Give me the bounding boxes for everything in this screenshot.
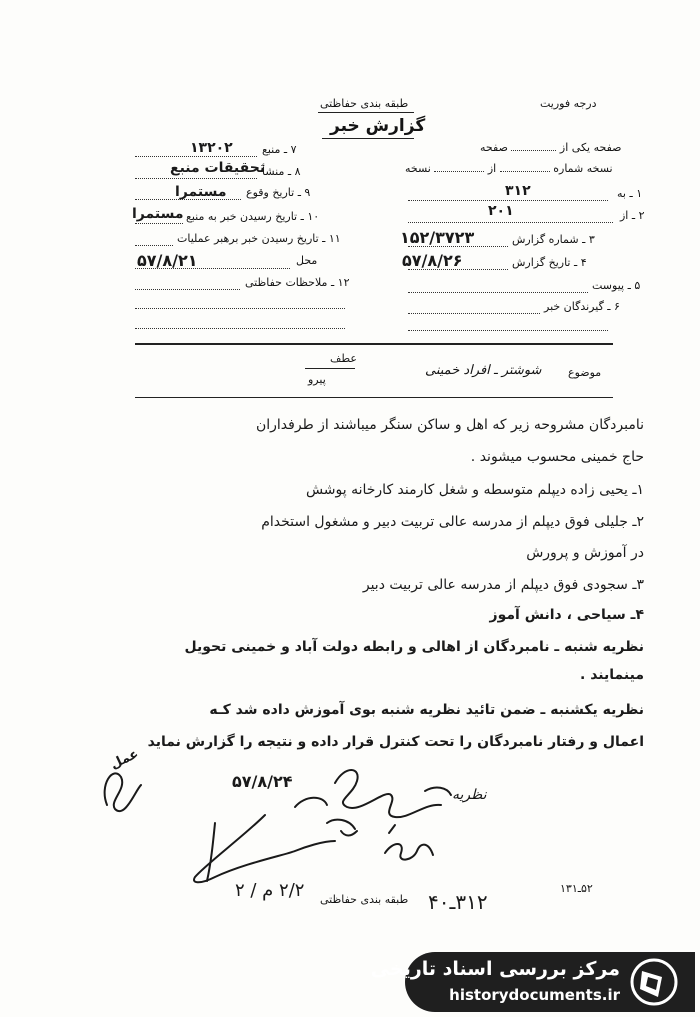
receipt-ops-label: ۱۱ ـ تاریخ رسیدن خبر برهبر عملیات	[177, 232, 341, 245]
place-value: ۵۷/۸/۲۱	[137, 251, 198, 270]
body-line-4: ۲ـ جلیلی فوق دیپلم از مدرسه عالی تربیت دبیر و مشغول استخدام	[261, 514, 644, 530]
body-line-11: اعمال و رفتار نامبردگان را تحت کنترل قرار داده و نتیجه را گزارش نماید	[147, 734, 644, 750]
body-line-3: ۱ـ یحیی زاده دیپلم متوسطه و شغل کارمند کارخانه پوشش	[305, 482, 644, 498]
footer-classification: طبقه بندی حفاظتی	[320, 893, 409, 906]
copy-field: نسخه شماره از نسخه	[405, 162, 613, 175]
opinion-label: نظریه	[452, 787, 487, 803]
report-date-label: ۴ ـ تاریخ گزارش	[512, 256, 587, 269]
report-date-value: ۵۷/۸/۲۶	[402, 251, 463, 270]
subject-label: موضوع	[568, 366, 602, 379]
recipients-label: ۶ ـ گیرندگان خبر	[544, 300, 620, 313]
bottom-left-number: ۵۲ـ۱۳۱	[560, 882, 593, 895]
title-underline	[322, 138, 414, 139]
from-label: ۲ ـ از	[620, 209, 645, 222]
body-line-8: نظریه شنبه ـ نامبردگان از اهالی و رابطه دولت آباد و خمینی تحویل	[184, 639, 644, 655]
place-label: محل	[296, 254, 318, 267]
notes-label: ۱۲ ـ ملاحظات حفاظتی	[245, 276, 350, 289]
source-value: ۱۳۲۰۲	[190, 140, 233, 156]
form-title: گزارش خبر	[330, 116, 426, 136]
from-value: ۲۰۱	[488, 203, 514, 219]
receipt-source-value: مستمرا	[132, 206, 184, 222]
watermark-url: historydocuments.ir	[449, 986, 620, 1004]
report-no-value: ۱۵۲/۳۷۲۳	[400, 228, 475, 247]
peyro-label: پیرو	[308, 373, 326, 386]
classification-underline	[318, 112, 414, 113]
subject-value: شوشتر ـ افراد خمینی	[425, 363, 542, 378]
subject-divider	[135, 397, 613, 398]
attachment-label: ۵ ـ پیوست	[592, 279, 641, 292]
handwritten-signatures	[95, 745, 555, 895]
body-line-2: حاج خمینی محسوب میشوند .	[470, 449, 644, 465]
receipt-source-label: ۱۰ ـ تاریخ رسیدن خبر به منبع	[186, 210, 320, 223]
origin-value: تحقیقات منبع	[170, 160, 266, 176]
section-divider	[135, 343, 613, 345]
occurrence-value: مستمرا	[175, 184, 227, 200]
body-line-6: ۳ـ سجودی فوق دیپلم از مدرسه عالی تربیت دبیر	[362, 577, 644, 593]
to-label: ۱ ـ به	[617, 187, 643, 200]
bottom-left-hand: ۲/۲ م / ۲	[235, 880, 305, 901]
page-field: صفحه یکی از صفحه	[480, 141, 622, 154]
occurrence-label: ۹ ـ تاریخ وقوع	[246, 186, 311, 199]
source-label: ۷ ـ منبع	[262, 143, 297, 156]
body-line-10: نظریه یکشنبه ـ ضمن تائید نظریه شنبه بوی آموزش داده شد کـه	[209, 702, 644, 718]
urgency-label: درجه فوریت	[540, 97, 597, 110]
classification-label: طبقه بندی حفاظتی	[320, 97, 409, 110]
watermark-title: مرکز بررسی اسناد تاریخی	[370, 958, 620, 980]
body-line-9: مینمایند .	[580, 667, 644, 683]
origin-label: ۸ ـ منشأ	[262, 165, 301, 178]
body-line-1: نامبردگان مشروحه زیر که اهل و ساکن سنگر میباشند از طرفداران	[255, 417, 644, 433]
body-line-5: در آموزش و پرورش	[526, 545, 644, 561]
body-line-7: ۴ـ سیاحی ، دانش آموز	[489, 607, 644, 623]
signature-date: ۵۷/۸/۲۴	[232, 772, 293, 791]
report-no-label: ۳ ـ شماره گزارش	[512, 233, 595, 246]
bottom-handwritten-number: ۳۱۲ـ۴۰	[428, 890, 488, 914]
to-value: ۳۱۲	[505, 183, 531, 199]
atf-label: عطف	[330, 352, 357, 365]
margin-note: عمل	[108, 746, 142, 773]
archive-logo-icon	[628, 957, 680, 1007]
